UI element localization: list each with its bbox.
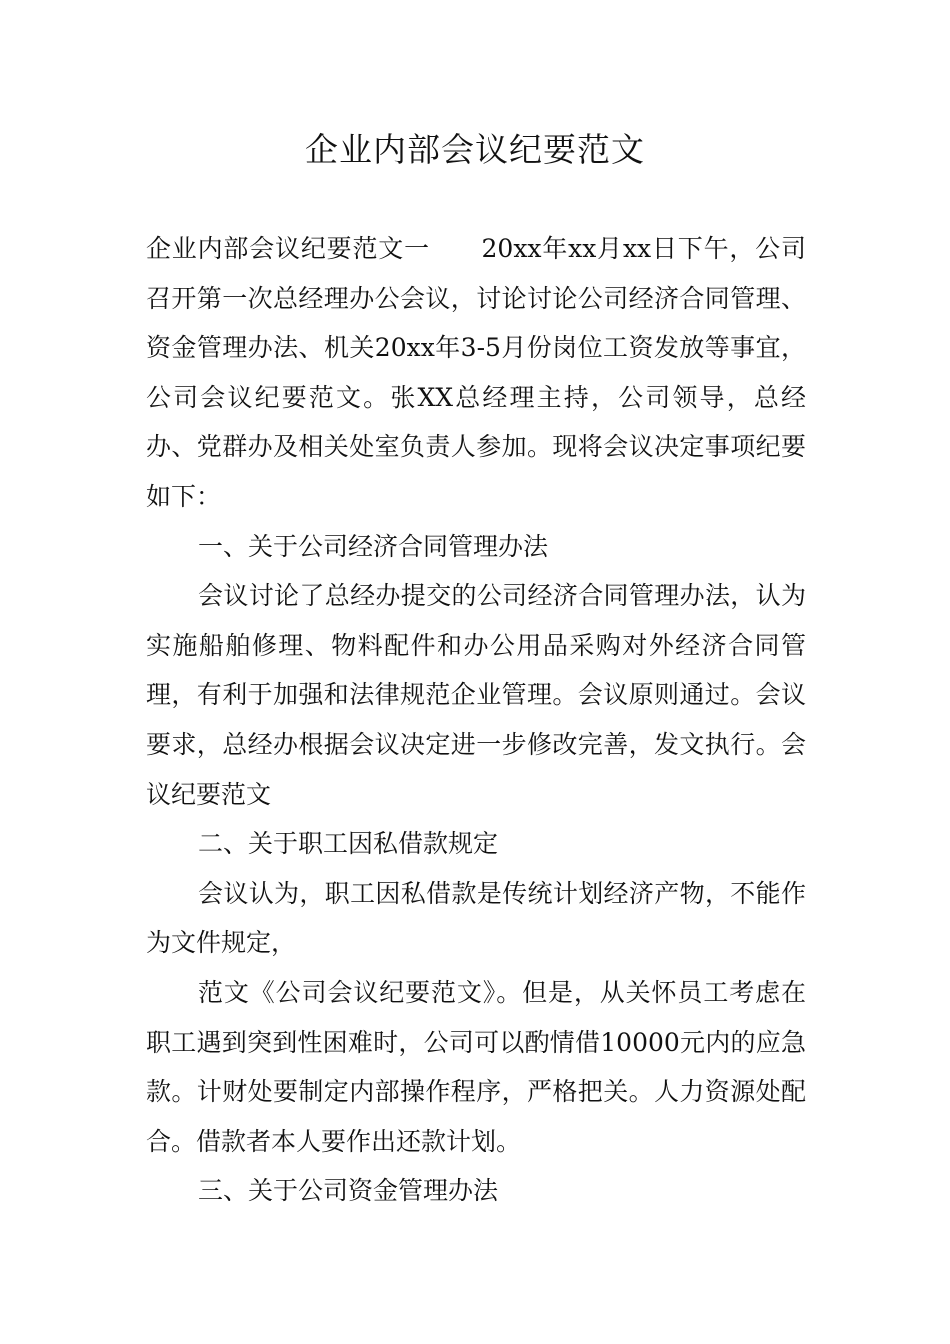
section-heading-2: 二、关于职工因私借款规定	[198, 829, 499, 859]
section-paragraph-2a: 会议认为，职工因私借款是传统计划经济产物，不能作为文件规定，	[146, 878, 806, 958]
document-title: 企业内部会议纪要范文	[305, 130, 645, 169]
section-heading-1: 一、关于公司经济合同管理办法	[198, 531, 549, 561]
intro-paragraph: 企业内部会议纪要范文一 20xx年xx月xx日下午，公司召开第一次总经理办公会议，讨论讨论公司经济合同管理、资金管理办法、机关20xx年3-5月份岗位工资发放等事宜，公司会议纪要范文。张XX总经理主持，公司领导，总经办、党群办及相关处室负责人参加。现将会议决定事项纪要如下：	[146, 234, 806, 511]
document-body	[146, 224, 806, 1216]
section-heading-3: 三、关于公司资金管理办法	[198, 1176, 499, 1206]
section-paragraph-1: 会议讨论了总经办提交的公司经济合同管理办法，认为实施船舶修理、物料配件和办公用品采购对外经济合同管理，有利于加强和法律规范企业管理。会议原则通过。会议要求，总经办根据会议决定进一步修改完善，发文执行。会议纪要范文	[146, 581, 806, 809]
section-paragraph-2b: 范文《公司会议纪要范文》。但是，从关怀员工考虑在职工遇到突到性困难时，公司可以酌情借10000元内的应急款。计财处要制定内部操作程序，严格把关。人力资源处配合。借款者本人要作出还款计划。	[146, 977, 806, 1156]
